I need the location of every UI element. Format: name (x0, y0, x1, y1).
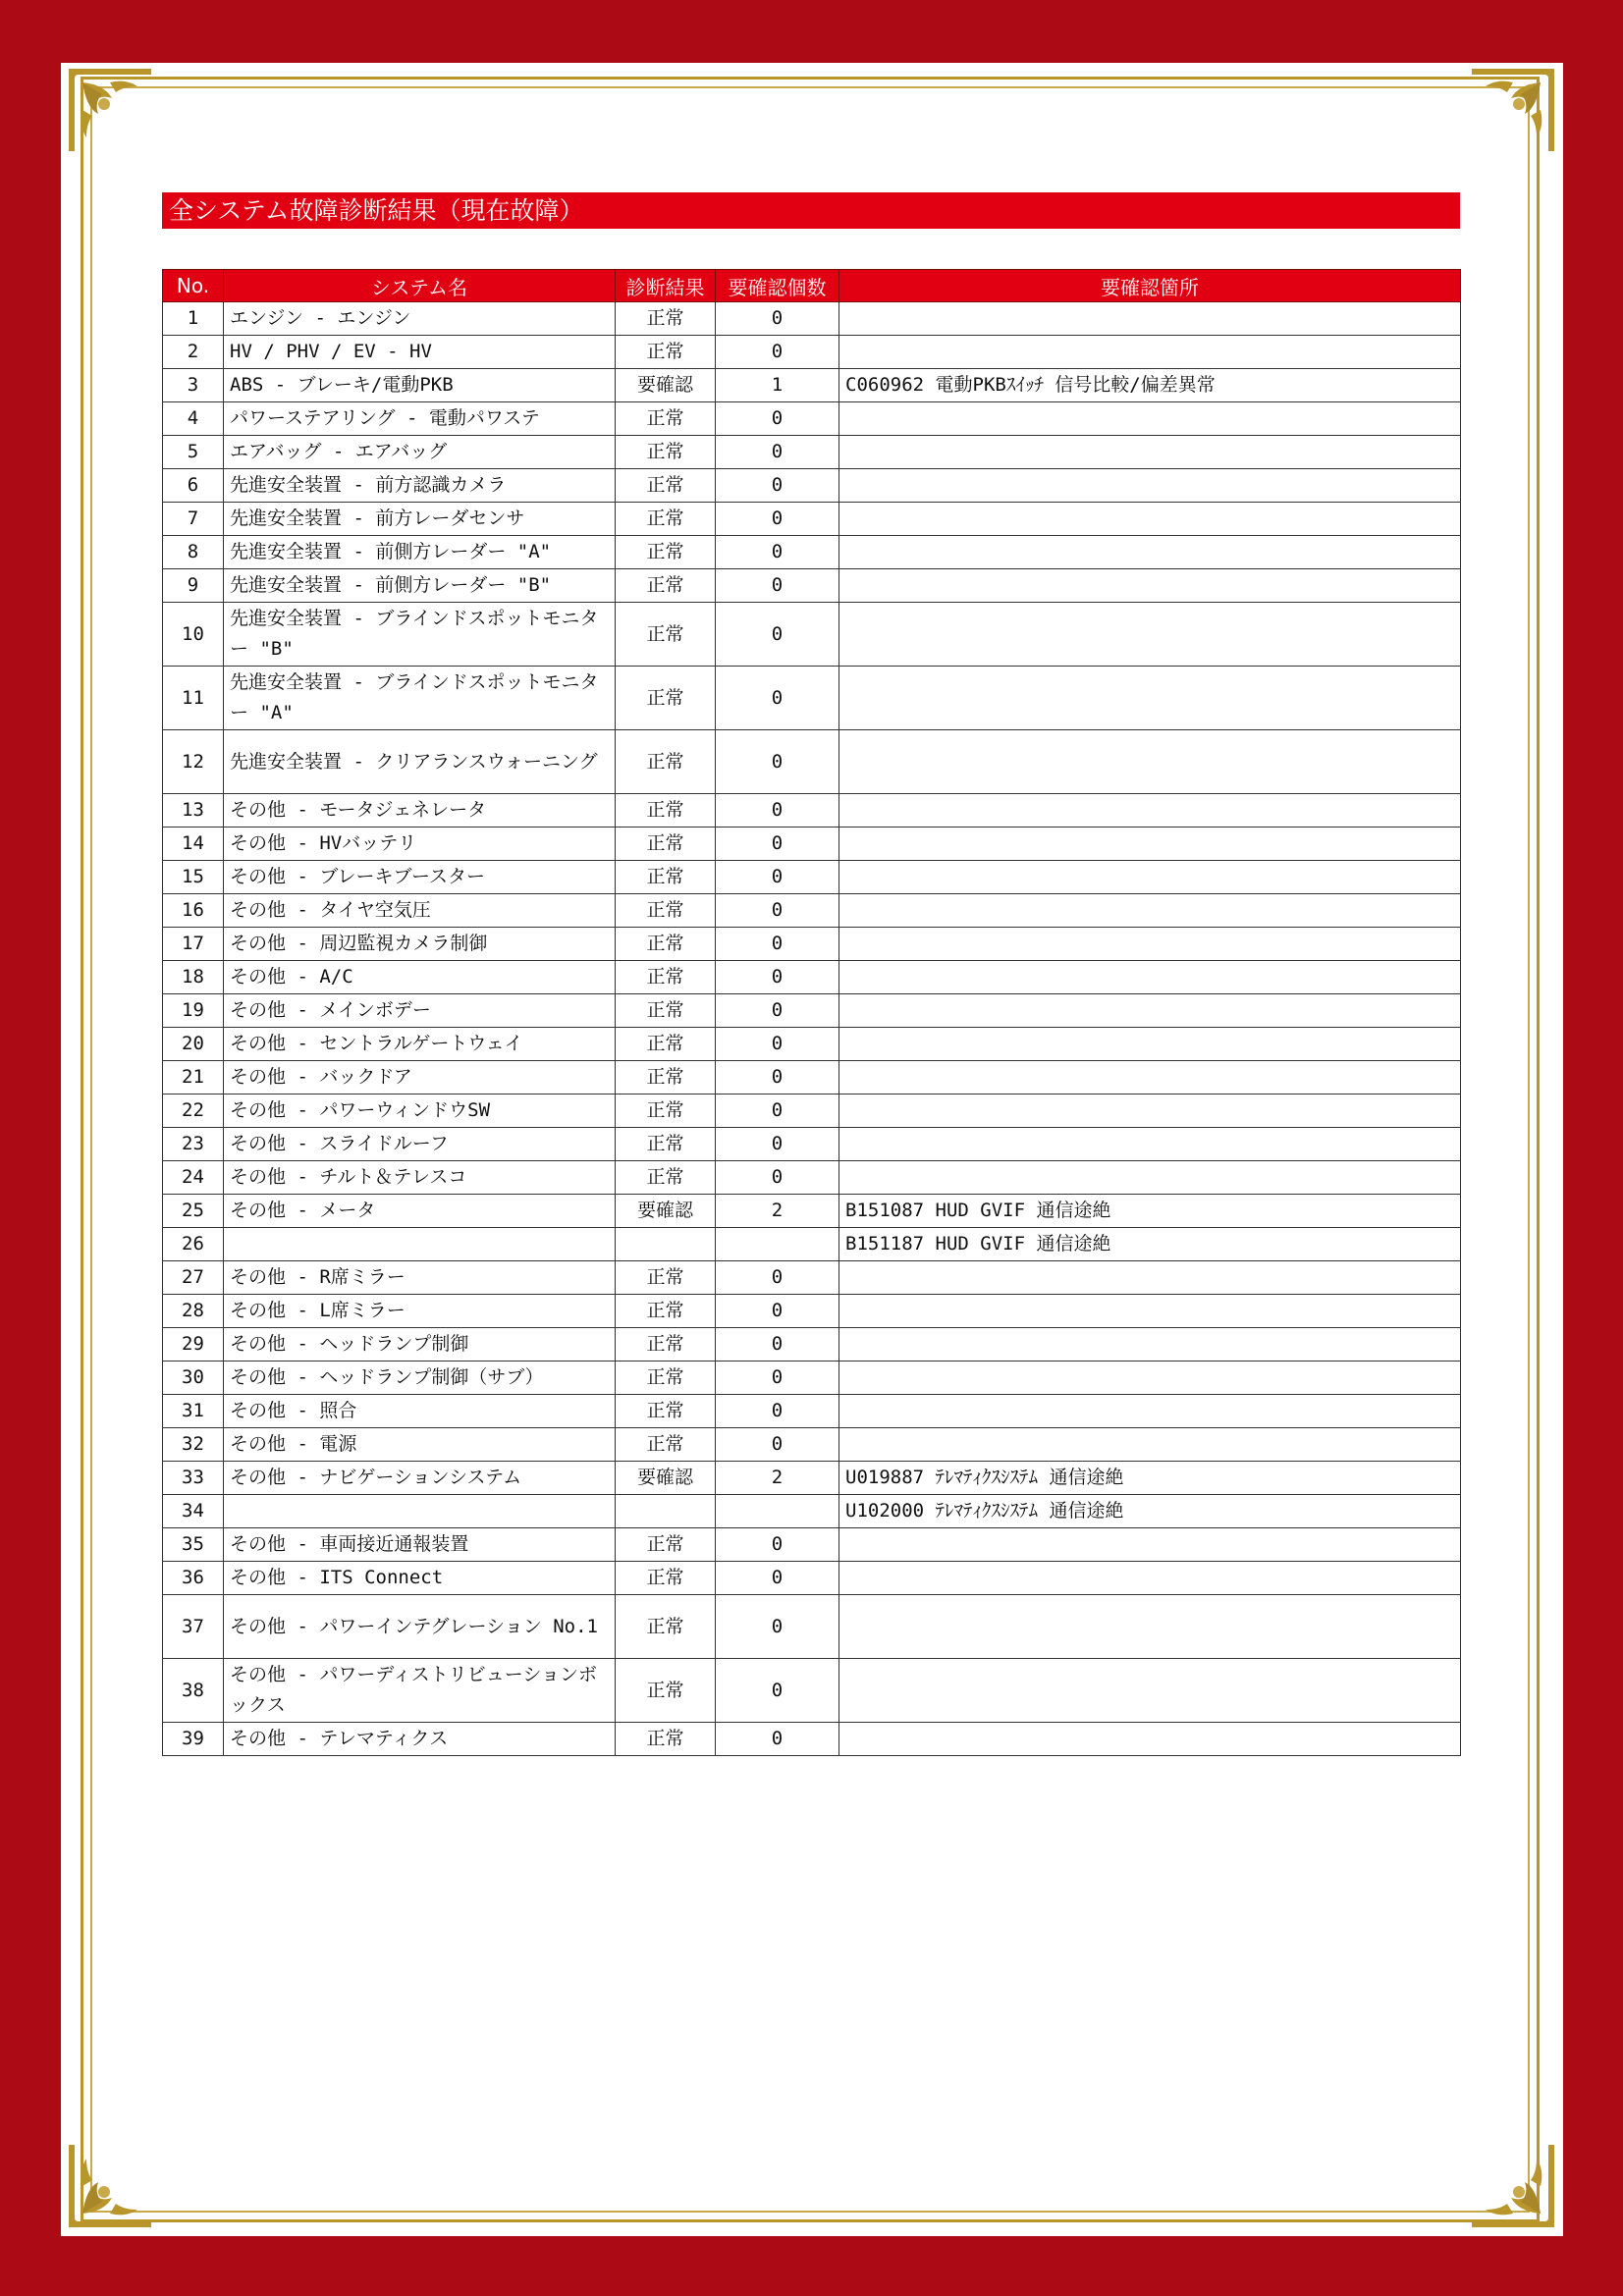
corner-ornament-icon (1468, 65, 1558, 155)
table-row (163, 894, 1461, 928)
row-number: 30 (163, 1362, 224, 1395)
check-location-cell (839, 1428, 1461, 1462)
system-name-cell: その他 - 照合 (224, 1395, 616, 1428)
system-name-cell: その他 - セントラルゲートウェイ (224, 1028, 616, 1061)
check-count-cell: 0 (716, 603, 839, 667)
diagnosis-result-cell: 正常 (616, 1395, 716, 1428)
check-count-cell: 0 (716, 1261, 839, 1295)
check-location-cell (839, 1095, 1461, 1128)
corner-ornament-icon (65, 65, 155, 155)
table-row (163, 1128, 1461, 1161)
check-location-cell (839, 794, 1461, 828)
table-row (163, 1028, 1461, 1061)
check-location-cell (839, 503, 1461, 536)
system-name-cell: 先進安全装置 - 前側方レーダー "B" (224, 569, 616, 603)
system-name-cell: 先進安全装置 - 前方認識カメラ (224, 469, 616, 503)
diagnosis-result-cell: 正常 (616, 928, 716, 961)
row-number: 24 (163, 1161, 224, 1195)
diagnosis-result-cell: 正常 (616, 1723, 716, 1756)
row-number: 36 (163, 1562, 224, 1595)
row-number: 38 (163, 1659, 224, 1723)
system-name-cell: その他 - スライドルーフ (224, 1128, 616, 1161)
diagnosis-result-cell: 正常 (616, 1562, 716, 1595)
check-location-cell (839, 894, 1461, 928)
row-number: 5 (163, 436, 224, 469)
diagnosis-result-cell: 正常 (616, 1061, 716, 1095)
table-body (163, 302, 1461, 1756)
check-count-cell: 0 (716, 861, 839, 894)
system-name-cell: 先進安全装置 - 前側方レーダー "A" (224, 536, 616, 569)
table-row (163, 503, 1461, 536)
diagnosis-result-cell: 正常 (616, 1362, 716, 1395)
system-name-cell: その他 - パワーウィンドウSW (224, 1095, 616, 1128)
check-count-cell: 0 (716, 1128, 839, 1161)
check-count-cell: 0 (716, 1328, 839, 1362)
check-count-cell: 0 (716, 961, 839, 994)
table-row (163, 469, 1461, 503)
check-count-cell: 0 (716, 1528, 839, 1562)
check-location-cell (839, 1128, 1461, 1161)
row-number: 2 (163, 336, 224, 369)
check-location-cell (839, 1261, 1461, 1295)
table-row (163, 1659, 1461, 1723)
diagnosis-result-cell: 正常 (616, 1428, 716, 1462)
diagnosis-result-cell: 正常 (616, 667, 716, 730)
table-row (163, 1228, 1461, 1261)
table-row (163, 1595, 1461, 1659)
diagnosis-result-cell: 正常 (616, 1328, 716, 1362)
check-location-cell (839, 928, 1461, 961)
table-row (163, 1428, 1461, 1462)
check-count-cell: 0 (716, 894, 839, 928)
system-name-cell: 先進安全装置 - 前方レーダセンサ (224, 503, 616, 536)
diagnosis-result-cell: 正常 (616, 402, 716, 436)
check-location-cell: U102000 ﾃﾚﾏﾃｨｸｽｼｽﾃﾑ 通信途絶 (839, 1495, 1461, 1528)
table-row (163, 1723, 1461, 1756)
row-number: 37 (163, 1595, 224, 1659)
diagnosis-result-cell: 正常 (616, 861, 716, 894)
diagnosis-result-cell: 正常 (616, 994, 716, 1028)
check-count-cell: 1 (716, 369, 839, 402)
header-check-location: 要確認箇所 (839, 270, 1461, 302)
row-number: 18 (163, 961, 224, 994)
check-location-cell (839, 302, 1461, 336)
row-number: 15 (163, 861, 224, 894)
check-count-cell: 0 (716, 828, 839, 861)
check-count-cell: 0 (716, 667, 839, 730)
diagnosis-result-cell: 正常 (616, 503, 716, 536)
check-location-cell (839, 1659, 1461, 1723)
check-count-cell: 0 (716, 1295, 839, 1328)
check-count-cell: 0 (716, 336, 839, 369)
check-location-cell (839, 402, 1461, 436)
system-name-cell: HV / PHV / EV - HV (224, 336, 616, 369)
system-name-cell: その他 - タイヤ空気圧 (224, 894, 616, 928)
table-row (163, 1195, 1461, 1228)
row-number: 8 (163, 536, 224, 569)
diagnosis-result-cell: 正常 (616, 961, 716, 994)
table-row (163, 1562, 1461, 1595)
corner-ornament-icon (65, 2141, 155, 2231)
table-row (163, 1161, 1461, 1195)
diagnosis-result-cell: 正常 (616, 336, 716, 369)
table-row (163, 436, 1461, 469)
system-name-cell: その他 - 車両接近通報装置 (224, 1528, 616, 1562)
diagnosis-result-cell: 正常 (616, 603, 716, 667)
row-number: 33 (163, 1462, 224, 1495)
report-title: 全システム故障診断結果（現在故障） (162, 192, 1460, 229)
check-location-cell (839, 994, 1461, 1028)
table-row (163, 1295, 1461, 1328)
diagnosis-result-cell: 正常 (616, 794, 716, 828)
check-count-cell: 0 (716, 302, 839, 336)
row-number: 3 (163, 369, 224, 402)
check-count-cell: 0 (716, 1362, 839, 1395)
check-count-cell: 0 (716, 1659, 839, 1723)
diagnosis-result-cell: 正常 (616, 302, 716, 336)
table-row (163, 1061, 1461, 1095)
diagnosis-result-cell: 正常 (616, 436, 716, 469)
diagnosis-result-cell: 要確認 (616, 1462, 716, 1495)
system-name-cell: その他 - ヘッドランプ制御（サブ） (224, 1362, 616, 1395)
system-name-cell: その他 - 周辺監視カメラ制御 (224, 928, 616, 961)
header-check-count: 要確認個数 (716, 270, 839, 302)
table-row (163, 1362, 1461, 1395)
system-name-cell: その他 - A/C (224, 961, 616, 994)
table-row (163, 603, 1461, 667)
row-number: 17 (163, 928, 224, 961)
table-row (163, 928, 1461, 961)
check-count-cell: 0 (716, 469, 839, 503)
diagnosis-result-cell: 正常 (616, 469, 716, 503)
check-location-cell (839, 469, 1461, 503)
table-row (163, 569, 1461, 603)
check-location-cell (839, 569, 1461, 603)
check-count-cell: 0 (716, 730, 839, 794)
system-name-cell: その他 - ナビゲーションシステム (224, 1462, 616, 1495)
check-count-cell: 0 (716, 1395, 839, 1428)
check-count-cell: 0 (716, 928, 839, 961)
header-diagnosis-result: 診断結果 (616, 270, 716, 302)
check-count-cell: 0 (716, 1595, 839, 1659)
check-count-cell: 0 (716, 1095, 839, 1128)
table-header-row (163, 270, 1461, 302)
table-row (163, 1328, 1461, 1362)
check-location-cell (839, 667, 1461, 730)
check-location-cell (839, 1328, 1461, 1362)
system-name-cell: エアバッグ - エアバッグ (224, 436, 616, 469)
corner-ornament-icon (1468, 2141, 1558, 2231)
row-number: 19 (163, 994, 224, 1028)
check-count-cell: 2 (716, 1195, 839, 1228)
check-count-cell: 0 (716, 1028, 839, 1061)
system-name-cell: その他 - HVバッテリ (224, 828, 616, 861)
check-location-cell (839, 828, 1461, 861)
check-location-cell (839, 1528, 1461, 1562)
check-count-cell: 0 (716, 436, 839, 469)
diagnosis-result-cell (616, 1228, 716, 1261)
system-name-cell: ABS - ブレーキ/電動PKB (224, 369, 616, 402)
table-row (163, 369, 1461, 402)
diagnosis-result-cell: 正常 (616, 1095, 716, 1128)
row-number: 28 (163, 1295, 224, 1328)
check-count-cell: 0 (716, 1428, 839, 1462)
diagnosis-result-cell: 正常 (616, 1128, 716, 1161)
table-row (163, 961, 1461, 994)
system-name-cell: 先進安全装置 - ブラインドスポットモニター "A" (224, 667, 616, 730)
system-name-cell: その他 - モータジェネレータ (224, 794, 616, 828)
row-number: 6 (163, 469, 224, 503)
system-name-cell: その他 - テレマティクス (224, 1723, 616, 1756)
table-row (163, 1528, 1461, 1562)
system-name-cell: その他 - ITS Connect (224, 1562, 616, 1595)
diagnosis-result-cell: 正常 (616, 1261, 716, 1295)
row-number: 35 (163, 1528, 224, 1562)
system-name-cell: パワーステアリング - 電動パワステ (224, 402, 616, 436)
table-row (163, 402, 1461, 436)
system-name-cell: その他 - チルト＆テレスコ (224, 1161, 616, 1195)
diagnosis-table (162, 269, 1461, 1756)
row-number: 14 (163, 828, 224, 861)
diagnosis-result-cell: 正常 (616, 1595, 716, 1659)
system-name-cell: その他 - L席ミラー (224, 1295, 616, 1328)
check-location-cell (839, 603, 1461, 667)
row-number: 16 (163, 894, 224, 928)
check-location-cell (839, 336, 1461, 369)
diagnosis-result-cell: 要確認 (616, 369, 716, 402)
check-location-cell (839, 961, 1461, 994)
system-name-cell: 先進安全装置 - クリアランスウォーニング (224, 730, 616, 794)
system-name-cell: その他 - ブレーキブースター (224, 861, 616, 894)
check-count-cell (716, 1495, 839, 1528)
system-name-cell: その他 - R席ミラー (224, 1261, 616, 1295)
row-number: 11 (163, 667, 224, 730)
check-count-cell: 0 (716, 536, 839, 569)
row-number: 34 (163, 1495, 224, 1528)
row-number: 29 (163, 1328, 224, 1362)
table-row (163, 1261, 1461, 1295)
check-count-cell: 0 (716, 994, 839, 1028)
row-number: 23 (163, 1128, 224, 1161)
header-no: No. (163, 270, 224, 302)
diagnosis-result-cell: 正常 (616, 828, 716, 861)
check-location-cell (839, 1362, 1461, 1395)
table-row (163, 1462, 1461, 1495)
row-number: 13 (163, 794, 224, 828)
check-count-cell: 0 (716, 503, 839, 536)
check-location-cell (839, 1595, 1461, 1659)
row-number: 1 (163, 302, 224, 336)
check-location-cell: U019887 ﾃﾚﾏﾃｨｸｽｼｽﾃﾑ 通信途絶 (839, 1462, 1461, 1495)
row-number: 4 (163, 402, 224, 436)
check-count-cell: 0 (716, 794, 839, 828)
header-system-name: システム名 (224, 270, 616, 302)
check-location-cell (839, 436, 1461, 469)
check-location-cell: B151087 HUD GVIF 通信途絶 (839, 1195, 1461, 1228)
row-number: 26 (163, 1228, 224, 1261)
row-number: 20 (163, 1028, 224, 1061)
table-row (163, 1495, 1461, 1528)
diagnosis-result-cell (616, 1495, 716, 1528)
check-count-cell: 2 (716, 1462, 839, 1495)
diagnosis-result-cell: 正常 (616, 569, 716, 603)
row-number: 32 (163, 1428, 224, 1462)
row-number: 21 (163, 1061, 224, 1095)
system-name-cell (224, 1495, 616, 1528)
system-name-cell: その他 - メインボデー (224, 994, 616, 1028)
table-row (163, 302, 1461, 336)
check-location-cell (839, 730, 1461, 794)
diagnosis-result-cell: 正常 (616, 1528, 716, 1562)
table-row (163, 336, 1461, 369)
check-location-cell (839, 1161, 1461, 1195)
diagnosis-result-cell: 正常 (616, 1028, 716, 1061)
check-count-cell: 0 (716, 1562, 839, 1595)
table-row (163, 828, 1461, 861)
check-count-cell (716, 1228, 839, 1261)
diagnosis-result-cell: 正常 (616, 730, 716, 794)
diagnosis-result-cell: 正常 (616, 894, 716, 928)
system-name-cell: その他 - パワーディストリビューションボックス (224, 1659, 616, 1723)
check-location-cell (839, 1028, 1461, 1061)
diagnosis-result-cell: 正常 (616, 536, 716, 569)
system-name-cell: エンジン - エンジン (224, 302, 616, 336)
row-number: 39 (163, 1723, 224, 1756)
check-count-cell: 0 (716, 1723, 839, 1756)
check-count-cell: 0 (716, 1061, 839, 1095)
check-location-cell (839, 1723, 1461, 1756)
system-name-cell: その他 - ヘッドランプ制御 (224, 1328, 616, 1362)
system-name-cell: その他 - 電源 (224, 1428, 616, 1462)
check-location-cell (839, 536, 1461, 569)
row-number: 7 (163, 503, 224, 536)
table-row (163, 794, 1461, 828)
check-location-cell (839, 1395, 1461, 1428)
row-number: 9 (163, 569, 224, 603)
system-name-cell: その他 - メータ (224, 1195, 616, 1228)
check-count-cell: 0 (716, 1161, 839, 1195)
row-number: 25 (163, 1195, 224, 1228)
diagnosis-result-cell: 正常 (616, 1659, 716, 1723)
check-location-cell: C060962 電動PKBｽｲｯﾁ 信号比較/偏差異常 (839, 369, 1461, 402)
row-number: 10 (163, 603, 224, 667)
table-row (163, 536, 1461, 569)
system-name-cell (224, 1228, 616, 1261)
check-location-cell (839, 861, 1461, 894)
table-row (163, 667, 1461, 730)
diagnosis-result-cell: 正常 (616, 1161, 716, 1195)
check-location-cell (839, 1295, 1461, 1328)
table-row (163, 994, 1461, 1028)
check-count-cell: 0 (716, 569, 839, 603)
row-number: 27 (163, 1261, 224, 1295)
check-location-cell (839, 1562, 1461, 1595)
diagnosis-result-cell: 正常 (616, 1295, 716, 1328)
row-number: 22 (163, 1095, 224, 1128)
system-name-cell: 先進安全装置 - ブラインドスポットモニター "B" (224, 603, 616, 667)
check-location-cell (839, 1061, 1461, 1095)
system-name-cell: その他 - バックドア (224, 1061, 616, 1095)
diagnosis-result-cell: 要確認 (616, 1195, 716, 1228)
table-row (163, 1395, 1461, 1428)
system-name-cell: その他 - パワーインテグレーション No.1 (224, 1595, 616, 1659)
row-number: 31 (163, 1395, 224, 1428)
table-row (163, 1095, 1461, 1128)
check-count-cell: 0 (716, 402, 839, 436)
table-row (163, 861, 1461, 894)
table-row (163, 730, 1461, 794)
check-location-cell: B151187 HUD GVIF 通信途絶 (839, 1228, 1461, 1261)
row-number: 12 (163, 730, 224, 794)
